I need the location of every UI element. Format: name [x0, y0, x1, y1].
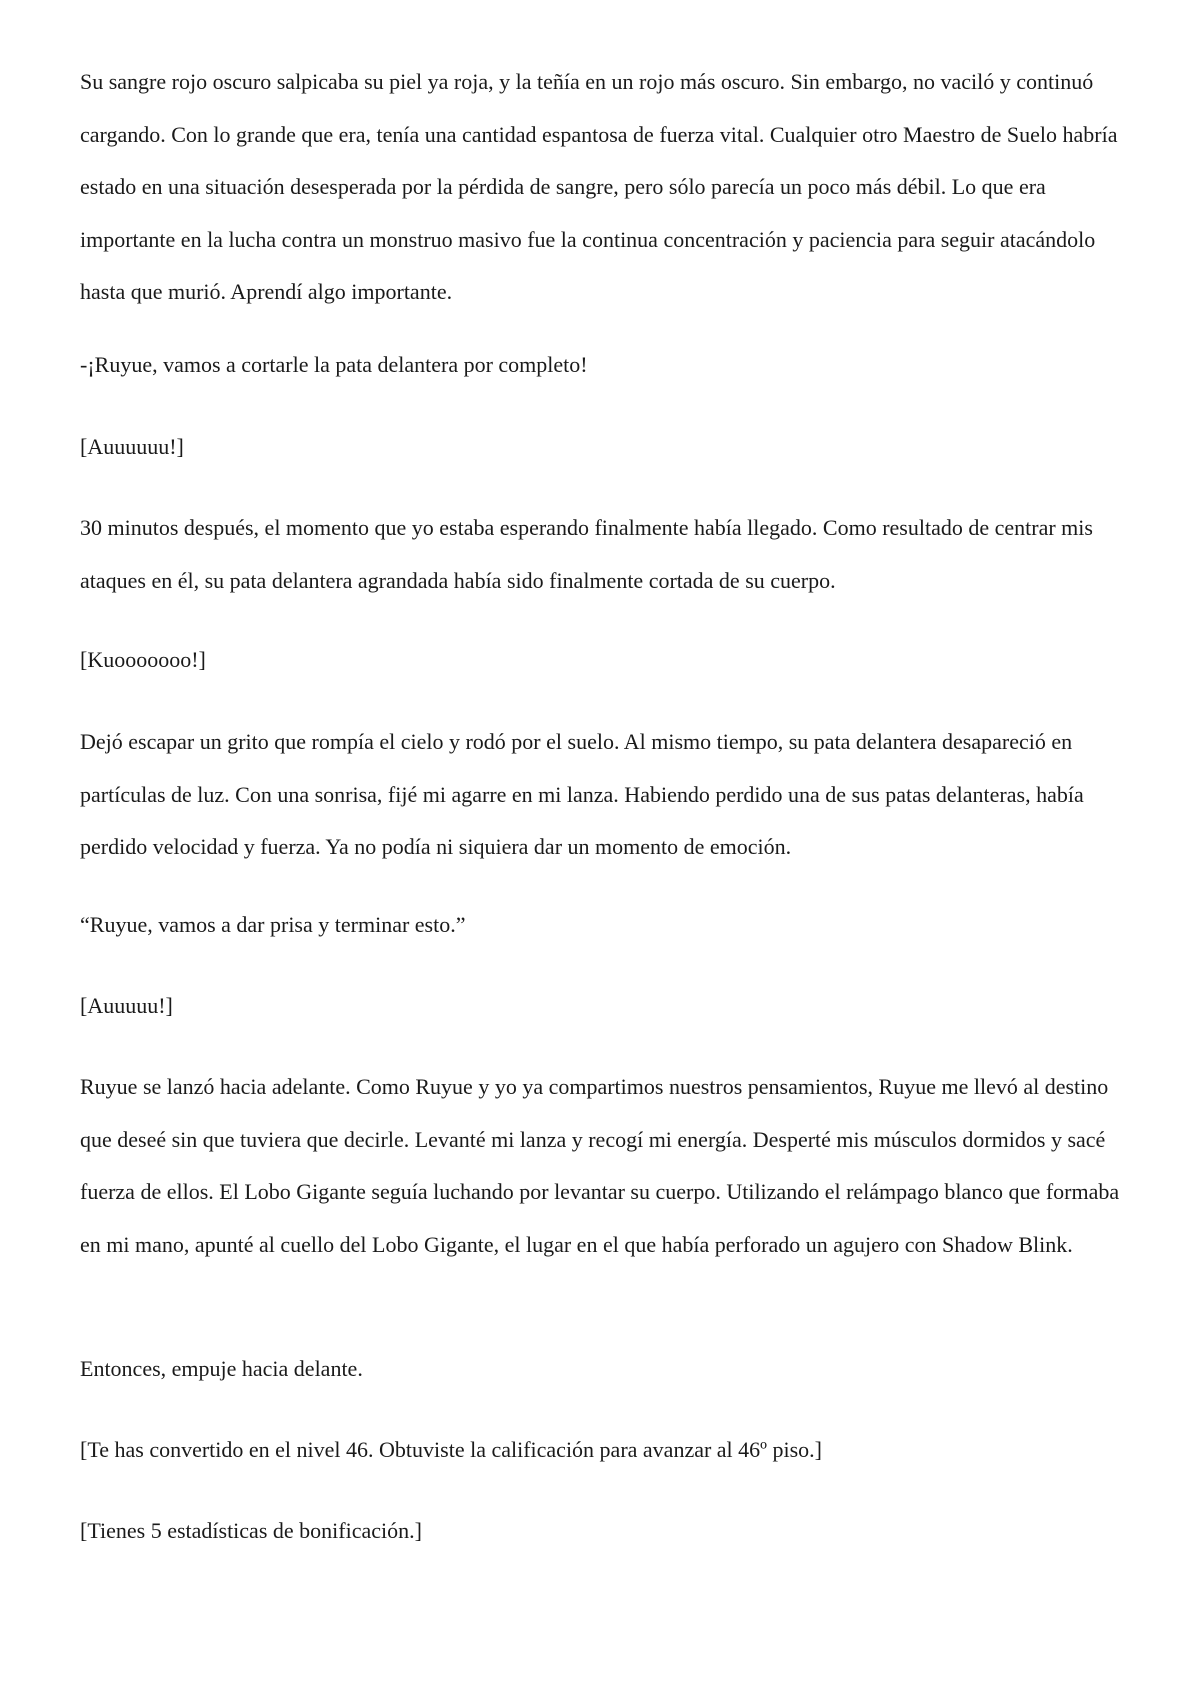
paragraph: -¡Ruyue, vamos a cortarle la pata delantera por completo!: [80, 352, 588, 377]
paragraph: [Kuooooooo!]: [80, 647, 206, 672]
paragraph: Ruyue se lanzó hacia adelante. Como Ruyue y yo ya compartimos nuestros pensamientos, Ruyue me llevó al destino que deseé sin que tuviera que decirle. Levanté mi lanza y recogí mi energía. Desperté mis músculos dormidos y sacé fuerza de ellos. El Lobo Gigante seguía luchando por levantar su cuerpo. Utilizando el relámpago blanco que formaba en mi mano, apunté al cuello del Lobo Gigante, el lugar en el que había perforado un agujero con Shadow Blink.: [80, 1074, 1120, 1257]
paragraph: [Tienes 5 estadísticas de bonificación.]: [80, 1518, 422, 1543]
paragraph: Entonces, empuje hacia delante.: [80, 1356, 363, 1381]
paragraph: Su sangre rojo oscuro salpicaba su piel ya roja, y la teñía en un rojo más oscuro. Sin embargo, no vaciló y continuó cargando. Con lo grande que era, tenía una cantidad espantosa de fuerza vital. Cualquier otro Maestro de Suelo habría estado en una situación desesperada por la pérdida de sangre, pero sólo parecía un poco más débil. Lo que era importante en la lucha contra un monstruo masivo fue la continua concentración y paciencia para seguir atacándolo hasta que murió. Aprendí algo importante.: [80, 69, 1118, 304]
paragraph: “Ruyue, vamos a dar prisa y terminar esto.”: [80, 912, 466, 937]
paragraph: [Auuuuu!]: [80, 993, 173, 1018]
paragraph: 30 minutos después, el momento que yo estaba esperando finalmente había llegado. Como resultado de centrar mis ataques en él, su pata delantera agrandada había sido finalmente cortada de su cuerpo.: [80, 515, 1093, 593]
paragraph: [Te has convertido en el nivel 46. Obtuviste la calificación para avanzar al 46º piso.]: [80, 1437, 822, 1462]
paragraph: Dejó escapar un grito que rompía el cielo y rodó por el suelo. Al mismo tiempo, su pata delantera desapareció en partículas de luz. Con una sonrisa, fijé mi agarre en mi lanza. Habiendo perdido una de sus patas delanteras, había perdido velocidad y fuerza. Ya no podía ni siquiera dar un momento de emoción.: [80, 729, 1084, 859]
paragraph: [Auuuuuu!]: [80, 434, 184, 459]
